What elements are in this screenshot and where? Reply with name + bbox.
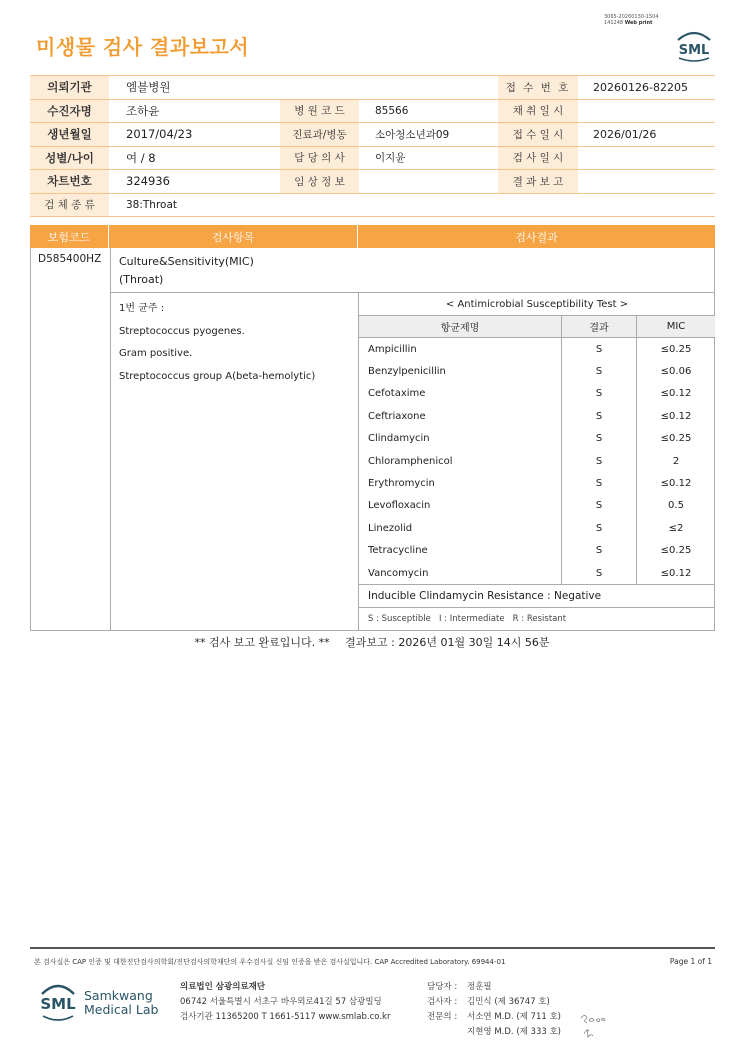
susceptibility-result: S bbox=[562, 338, 637, 360]
info-row bbox=[30, 194, 715, 218]
certification-text: 본 검사실은 CAP 인증 및 대한진단검사의학회/진단검사의학재단의 우수검사실 신임 인증을 받은 검사실입니다. CAP Accredited Laboratory. 69944-01 bbox=[34, 958, 506, 966]
insurance-code: D585400HZ bbox=[38, 253, 102, 265]
samkwang-logo-icon bbox=[36, 980, 80, 1022]
legend: S : Susceptible I : Intermediate R : Resistant bbox=[359, 607, 715, 629]
test-name-specimen: (Throat) bbox=[119, 272, 164, 286]
result-body bbox=[30, 248, 715, 631]
patient-info-table bbox=[30, 75, 715, 217]
brand-name-line: Samkwang bbox=[84, 988, 153, 1003]
info-value-hospital-code: 85566 bbox=[375, 104, 409, 117]
antimicrobial-name: Vancomycin bbox=[359, 562, 562, 584]
info-row bbox=[30, 123, 715, 147]
staff-info bbox=[427, 980, 561, 1040]
ast-row bbox=[359, 383, 715, 405]
sml-logo-text: SML bbox=[678, 43, 710, 58]
antimicrobial-name: Tetracycline bbox=[359, 540, 562, 562]
test-name bbox=[119, 253, 254, 288]
antimicrobial-name: Chloramphenicol bbox=[359, 450, 562, 472]
info-row bbox=[30, 170, 715, 194]
sml-logo-icon bbox=[673, 28, 715, 62]
info-value-chart-no: 324936 bbox=[126, 174, 170, 189]
samkwang-logo-text: SML bbox=[40, 995, 76, 1013]
ast-header-mic: MIC bbox=[666, 321, 686, 332]
info-row bbox=[30, 100, 715, 124]
report-time: 결과보고 : 2026년 01월 30일 14시 56분 bbox=[345, 636, 550, 649]
organism-info bbox=[119, 298, 315, 388]
ast-row bbox=[359, 562, 715, 584]
staff-row bbox=[427, 995, 561, 1010]
info-row bbox=[30, 76, 715, 100]
info-label: 성별/나이 bbox=[30, 147, 109, 170]
result-header-item: 검사항목 bbox=[109, 225, 358, 248]
staff-name: 김민식 (제 36747 호) bbox=[467, 997, 550, 1007]
ast-title: < Antimicrobial Susceptibility Test > bbox=[359, 293, 715, 316]
ast-header-name: 항균제명 bbox=[359, 316, 562, 337]
page-title: 미생물 검사 결과보고서 bbox=[36, 35, 250, 59]
info-value-clinical-info bbox=[359, 170, 498, 193]
signature-image bbox=[578, 1010, 608, 1040]
susceptibility-result: S bbox=[562, 495, 637, 517]
organism-line: Streptococcus pyogenes. bbox=[119, 325, 245, 337]
info-value-result-report bbox=[578, 170, 715, 193]
ast-row bbox=[359, 428, 715, 450]
info-label: 채 취 일 시 bbox=[498, 100, 578, 123]
info-label: 의뢰기관 bbox=[30, 76, 109, 99]
info-label: 수진자명 bbox=[30, 100, 109, 123]
info-value-doctor: 이지윤 bbox=[375, 152, 406, 165]
antimicrobial-name: Ceftriaxone bbox=[359, 405, 562, 427]
brand-name-line: Medical Lab bbox=[84, 1002, 159, 1017]
info-value-receipt-date: 2026/01/26 bbox=[593, 127, 657, 141]
ast-row bbox=[359, 472, 715, 494]
corporation-name: 의료법인 삼광의료재단 bbox=[180, 982, 266, 992]
page-number: Page 1 of 1 bbox=[669, 957, 712, 966]
corporation-address: 06742 서울특별시 서초구 바우뫼로41길 57 삼광빌딩 bbox=[180, 997, 382, 1007]
print-stamp-label: Web print bbox=[624, 20, 653, 26]
info-value-department: 소아청소년과09 bbox=[375, 128, 450, 141]
staff-name: 서소연 M.D. (제 711 호) bbox=[467, 1012, 562, 1022]
inducible-note: Inducible Clindamycin Resistance : Negative bbox=[359, 584, 715, 607]
info-label: 진료과/병동 bbox=[280, 123, 359, 146]
staff-role bbox=[427, 1025, 467, 1040]
info-label: 병 원 코 드 bbox=[280, 100, 359, 123]
ast-row bbox=[359, 338, 715, 360]
ast-table bbox=[359, 293, 715, 629]
ast-row bbox=[359, 495, 715, 517]
info-label: 담 당 의 사 bbox=[280, 147, 359, 170]
antimicrobial-name: Clindamycin bbox=[359, 428, 562, 450]
info-label: 접 수 일 시 bbox=[498, 123, 578, 146]
info-label: 차트번호 bbox=[30, 170, 109, 193]
staff-row bbox=[427, 980, 561, 995]
column-divider bbox=[110, 248, 111, 630]
ast-rows bbox=[359, 338, 715, 584]
susceptibility-result: S bbox=[562, 360, 637, 382]
ast-row bbox=[359, 360, 715, 382]
info-value-patient-name: 조하윤 bbox=[126, 103, 160, 118]
staff-role: 담당자 : bbox=[427, 982, 458, 992]
footer-divider bbox=[30, 947, 715, 949]
antimicrobial-name: Erythromycin bbox=[359, 472, 562, 494]
staff-name: 정훈필 bbox=[467, 982, 492, 992]
info-label: 임 상 정 보 bbox=[280, 170, 359, 193]
ast-header bbox=[359, 316, 715, 338]
info-value-collection-date bbox=[578, 100, 715, 123]
result-header-result: 검사결과 bbox=[515, 230, 558, 244]
staff-role: 전문의 : bbox=[427, 1012, 458, 1022]
antimicrobial-name: Linezolid bbox=[359, 517, 562, 539]
ast-row bbox=[359, 517, 715, 539]
info-value-institution: 엠블병원 bbox=[126, 80, 171, 95]
info-value-birth-date: 2017/04/23 bbox=[126, 127, 193, 142]
susceptibility-result: S bbox=[562, 540, 637, 562]
antimicrobial-name: Benzylpenicillin bbox=[359, 360, 562, 382]
staff-row bbox=[427, 1025, 561, 1040]
organism-line: Streptococcus group A(beta-hemolytic) bbox=[119, 370, 316, 382]
info-value-specimen: 38:Throat bbox=[126, 198, 178, 211]
susceptibility-result: S bbox=[562, 428, 637, 450]
completion-message: ** 검사 보고 완료입니다. ** bbox=[194, 636, 330, 649]
ast-header-result: 결과 bbox=[562, 316, 637, 337]
corporation-info bbox=[180, 980, 390, 1025]
mic-value: 0.5 bbox=[668, 500, 684, 512]
organism-line: 1번 균주 : bbox=[119, 303, 165, 314]
result-header-code: 보험코드 bbox=[30, 225, 109, 248]
print-stamp-line: 3065-20260130-1504 bbox=[604, 14, 659, 20]
organism-line: Gram positive. bbox=[119, 348, 193, 359]
info-label: 검 사 일 시 bbox=[498, 147, 578, 170]
info-label: 생년월일 bbox=[30, 123, 109, 146]
mic-value: ≤0.25 bbox=[660, 545, 692, 557]
ast-row bbox=[359, 540, 715, 562]
susceptibility-result: S bbox=[562, 472, 637, 494]
ast-row bbox=[359, 405, 715, 427]
test-name-line: Culture&Sensitivity(MIC) bbox=[119, 255, 254, 268]
antimicrobial-name: Cefotaxime bbox=[359, 383, 562, 405]
mic-value: 2 bbox=[672, 455, 680, 467]
corporation-contact: 검사기관 11365200 T 1661-5117 www.smlab.co.kr bbox=[180, 1012, 391, 1022]
info-label: 검 체 종 류 bbox=[30, 194, 109, 217]
antimicrobial-name: Ampicillin bbox=[359, 338, 562, 360]
mic-value: ≤0.25 bbox=[660, 343, 692, 355]
info-label: 결 과 보 고 bbox=[498, 170, 578, 193]
info-value-sex-age: 여 / 8 bbox=[126, 150, 156, 165]
ast-row bbox=[359, 450, 715, 472]
susceptibility-result: S bbox=[562, 562, 637, 584]
mic-value: ≤0.12 bbox=[660, 388, 692, 400]
print-stamp-code: 141248 bbox=[604, 20, 624, 26]
info-row bbox=[30, 147, 715, 171]
mic-value: ≤0.12 bbox=[660, 478, 692, 490]
info-value-test-date bbox=[578, 147, 715, 170]
susceptibility-result: S bbox=[562, 517, 637, 539]
result-header bbox=[30, 225, 715, 248]
info-value-receipt-no: 20260126-82205 bbox=[593, 80, 688, 94]
mic-value: ≤0.06 bbox=[660, 366, 692, 378]
completion-line bbox=[0, 634, 744, 650]
susceptibility-result: S bbox=[562, 450, 637, 472]
mic-value: ≤0.12 bbox=[660, 410, 692, 422]
print-stamp bbox=[604, 14, 704, 26]
info-label: 접 수 번 호 bbox=[498, 76, 578, 99]
brand-name bbox=[84, 989, 158, 1017]
mic-value: ≤0.25 bbox=[660, 433, 692, 445]
susceptibility-result: S bbox=[562, 383, 637, 405]
staff-row bbox=[427, 1010, 561, 1025]
mic-value: ≤0.12 bbox=[660, 567, 692, 579]
susceptibility-result: S bbox=[562, 405, 637, 427]
antimicrobial-name: Levofloxacin bbox=[359, 495, 562, 517]
mic-value: ≤2 bbox=[668, 522, 684, 534]
staff-role: 검사자 : bbox=[427, 997, 458, 1007]
staff-name: 지현영 M.D. (제 333 호) bbox=[467, 1027, 562, 1037]
